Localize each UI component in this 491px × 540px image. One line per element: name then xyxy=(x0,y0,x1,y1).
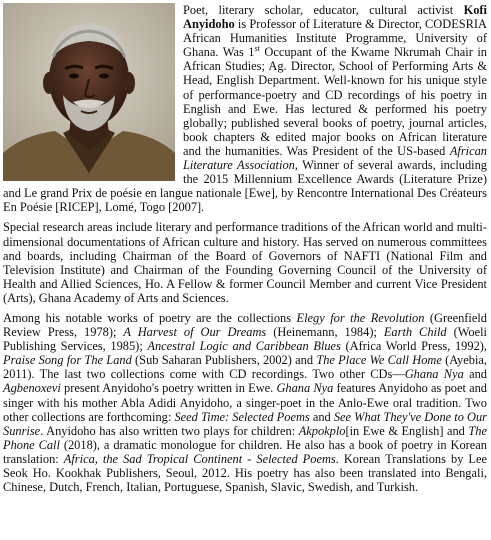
works-text: (Greenfield Review Press, 1978); xyxy=(3,310,487,340)
work-title: Africa, the Sad Tropical Continent - Selected Poems xyxy=(63,451,336,466)
work-title: The Phone Call xyxy=(3,423,487,452)
work-title: Seed Time: Selected Poems xyxy=(174,409,310,424)
work-title: Earth Child xyxy=(383,325,447,340)
author-name: Kofi Anyidoho xyxy=(183,3,487,32)
research-text: Special research areas include literary and performance traditions of the African world and multi-dimensional documentations of African culture and history. Has served on numerous committees and boards, including Chairman of the Board of Governors of NAFTI (National Film and Television Institute) and Chairman of the Founding Governing Council of the University of Health and Allied Sciences, Ho. A Fellow & former Council Member and current Vice President (Arts), Ghana Academy of Arts and Sciences. xyxy=(3,220,487,305)
bio-text-intro: Poet, literary scholar, educator, cultural activist xyxy=(183,3,464,17)
work-title: A Harvest of Our Dreams xyxy=(123,325,267,340)
works-text: [in Ewe & English] and xyxy=(345,423,469,438)
works-text: (Woeli Publishing Services, 1985); xyxy=(3,325,487,354)
works-text: (Ayebia, 2011). The last two collections come with CD recordings. Two other CDs— xyxy=(3,353,487,382)
works-text: (Sub Saharan Publishers, 2002) and xyxy=(131,353,317,368)
works-text: Among his notable works of poetry are the collections xyxy=(3,310,297,325)
work-title: Elegy for the Revolution xyxy=(296,310,425,325)
bio-text-awards: , Winner of several awards, including the 2015 Millennium Excellence Awards (Literature Prize) and Le grand Prix de poésie en langue nationale [Ewe], by Rencontre International Des Créateurs En Poésie [RICEP], Lomé, Togo [2007]. xyxy=(3,158,487,215)
research-paragraph xyxy=(3,220,487,305)
works-text: (Heinemann, 1984); xyxy=(266,325,384,340)
works-text: present Anyidoho's poetry written in Ewe. xyxy=(60,381,277,396)
bio-text-career: Occupant of the Kwame Nkrumah Chair in African Studies; Ag. Director, School of Performing Arts & Head, English Department. Well-known for his unique style of performance-poetry and CD recordings of his poetry in English and Ewe. Has lectured & performed his poetry globally; published several books of poetry, journal articles, book chapters & edited major books on African literature and the humanities. Was President of the US-based xyxy=(183,45,487,158)
works-text: and xyxy=(463,367,487,382)
work-title: Ghana Nya xyxy=(276,381,334,396)
work-title: Agbenoxevi xyxy=(3,381,61,396)
organization-name: African Literature Association xyxy=(183,143,487,173)
works-text: (Africa World Press, 1992), xyxy=(340,339,487,354)
works-text: and xyxy=(309,409,334,424)
portrait-photo-icon xyxy=(3,3,175,181)
works-paragraph xyxy=(3,311,487,494)
work-title: See What They've Done to Our Sunrise xyxy=(3,409,487,438)
bio-text-roles: is Professor of Literature & Director, CODESRIA African Humanities Institute Programme, University of Ghana. Was 1 xyxy=(183,17,487,60)
work-title: Ghana Nya xyxy=(404,367,464,382)
works-text: . Anyidoho has also written two plays for children: xyxy=(40,423,299,438)
work-title: Praise Song for The Land xyxy=(3,353,132,368)
works-text: (2018), a dramatic monologue for children. He also has a book of poetry in Korean translation: xyxy=(3,437,487,466)
works-text: features Anyidoho as poet and singer with his mother Abla Adidi Anyidoho, a singer-poet in the Anlo-Ewe oral tradition. Two other collections are forthcoming: xyxy=(3,381,487,424)
work-title: Akpokplo xyxy=(298,423,346,438)
author-portrait xyxy=(3,3,175,181)
work-title: The Place We Call Home xyxy=(316,353,442,368)
works-text: . Korean Translations by Lee Seok Ho. Kookhak Publishers, Seoul, 2012. His poetry has also been translated into Bengali, Chinese, Dutch, French, Italian, Portuguese, Spanish, Slavic, Swedish, and Turkish. xyxy=(3,451,487,495)
ordinal-suffix: st xyxy=(254,44,260,54)
work-title: Ancestral Logic and Caribbean Blues xyxy=(147,339,341,354)
